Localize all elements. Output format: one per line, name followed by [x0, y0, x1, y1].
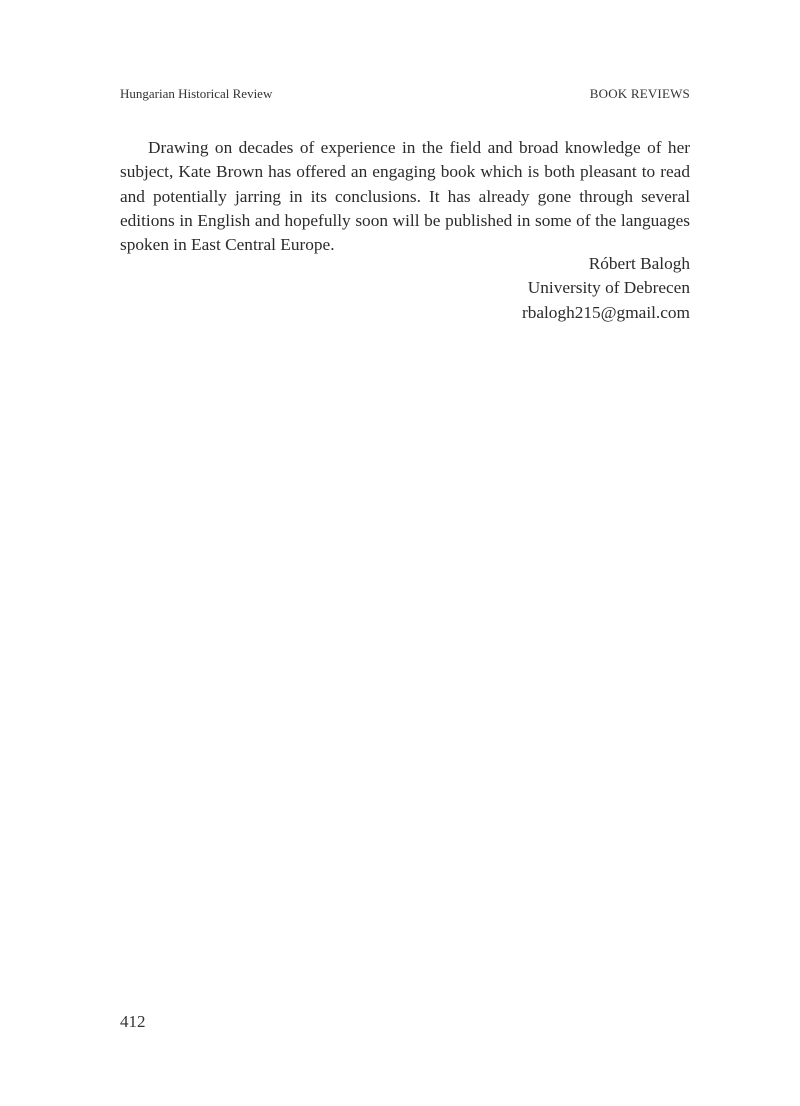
page-number: 412 [120, 1012, 146, 1031]
author-name: Róbert Balogh [588, 254, 690, 273]
author-affiliation: University of Debrecen [527, 278, 690, 298]
signature-block [120, 252, 690, 325]
journal-title: Hungarian Historical Review [120, 86, 273, 101]
section-title: BOOK REVIEWS [589, 86, 690, 101]
author-email: rbalogh215@gmail.com [521, 302, 690, 322]
running-head [120, 86, 690, 104]
review-paragraph: Drawing on decades of experience in the field and broad knowledge of her subject, Kate Brown has offered an engaging book which is both pleasant to read and potentially jarring in its conclusions. It has already gone through several editions in English and hopefully soon will be published in some of the languages spoken in East Central Europe. [120, 138, 690, 255]
